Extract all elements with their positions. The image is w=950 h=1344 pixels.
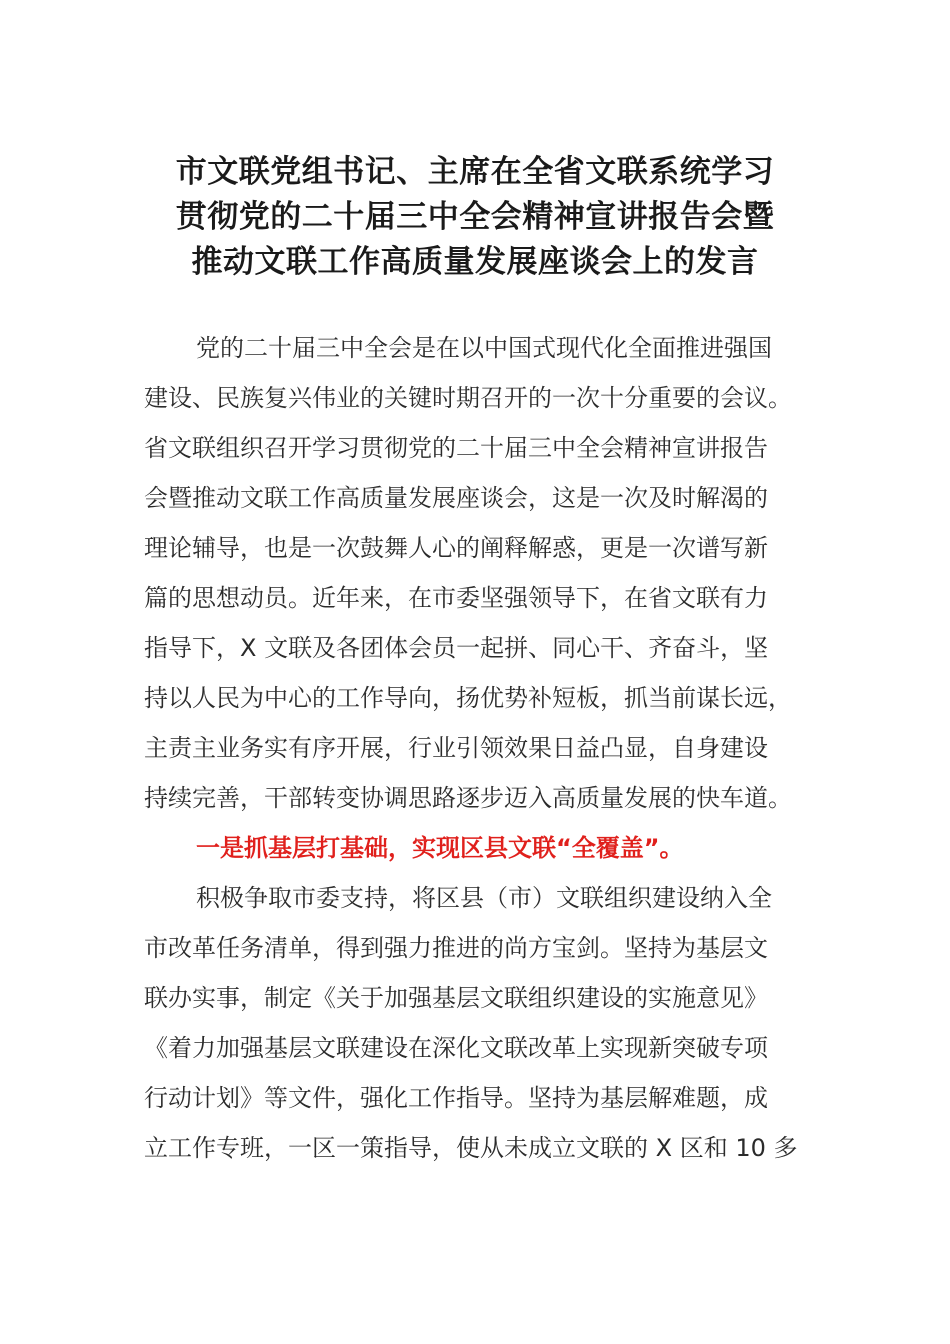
paragraph-line: 主责主业务实有序开展，行业引领效果日益凸显，自身建设 — [144, 734, 768, 762]
paragraph-line: 持以人民为中心的工作导向，扬优势补短板，抓当前谋长远， — [144, 684, 792, 712]
paragraph-line: 指导下，X 文联及各团体会员一起拼、同心干、齐奋斗，坚 — [144, 634, 769, 662]
paragraph-line: 立工作专班，一区一策指导，使从未成立文联的 X 区和 10 多 — [144, 1134, 798, 1162]
title-line: 推动文联工作高质量发展座谈会上的发言 — [191, 244, 759, 280]
paragraph-line: 建设、民族复兴伟业的关键时期召开的一次十分重要的会议。 — [144, 384, 792, 412]
paragraph-intro — [144, 323, 814, 823]
section-one — [144, 823, 814, 1173]
paragraph-line: 联办实事，制定《关于加强基层文联组织建设的实施意见》 — [144, 984, 768, 1012]
section-heading: 一是抓基层打基础，实现区县文联“全覆盖”。 — [196, 834, 684, 862]
title-line: 市文联党组书记、主席在全省文联系统学习 — [175, 154, 775, 190]
paragraph-line: 党的二十届三中全会是在以中国式现代化全面推进强国 — [196, 334, 772, 362]
title-line: 贯彻党的二十届三中全会精神宣讲报告会暨 — [175, 199, 775, 235]
paragraph-line: 积极争取市委支持，将区县（市）文联组织建设纳入全 — [196, 884, 772, 912]
paragraph-line: 行动计划》等文件，强化工作指导。坚持为基层解难题，成 — [144, 1084, 768, 1112]
paragraph-line: 《着力加强基层文联建设在深化文联改革上实现新突破专项 — [144, 1034, 768, 1062]
paragraph-line: 理论辅导，也是一次鼓舞人心的阐释解惑，更是一次谱写新 — [144, 534, 768, 562]
paragraph-line: 篇的思想动员。近年来，在市委坚强领导下，在省文联有力 — [144, 584, 768, 612]
paragraph-line: 持续完善，干部转变协调思路逐步迈入高质量发展的快车道。 — [144, 784, 792, 812]
paragraph-line: 市改革任务清单，得到强力推进的尚方宝剑。坚持为基层文 — [144, 934, 768, 962]
paragraph-line: 会暨推动文联工作高质量发展座谈会，这是一次及时解渴的 — [144, 484, 768, 512]
paragraph-line: 省文联组织召开学习贯彻党的二十届三中全会精神宣讲报告 — [144, 434, 768, 462]
document-title — [100, 150, 850, 285]
